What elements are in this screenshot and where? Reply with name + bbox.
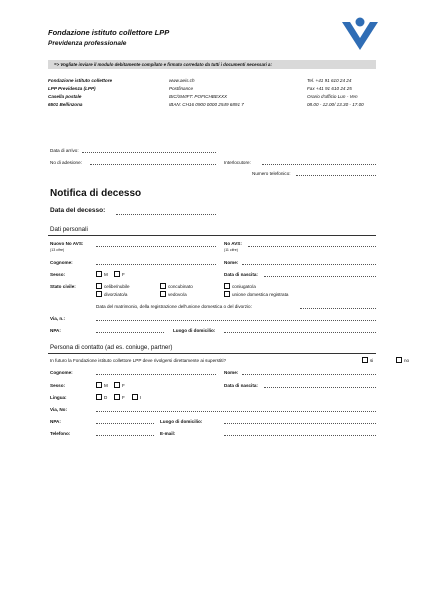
section-divider xyxy=(48,353,376,354)
interlocutor-field[interactable] xyxy=(262,164,376,165)
contact-sex-m-checkbox[interactable] xyxy=(96,382,102,388)
no-label: no xyxy=(404,358,410,363)
language-label: Lingua: xyxy=(50,395,67,400)
contact-place-field[interactable] xyxy=(224,423,376,424)
contact-name-field[interactable] xyxy=(242,374,376,375)
office-hours: 08.00 - 12.00/ 13.30 - 17.00 xyxy=(307,102,364,107)
contact-heading: Persona di contatto (ad es. coniuge, partner) xyxy=(50,344,173,351)
birth-date-field[interactable] xyxy=(264,276,376,277)
marriage-date-label: Data del matrimonio, della registrazione dell'unione domestica o del divorzio: xyxy=(96,304,252,309)
contact-phone-label: Telefono: xyxy=(50,431,71,436)
address-line: Fondazione istituto collettore xyxy=(48,78,113,83)
contact-surname-field[interactable] xyxy=(96,374,216,375)
contact-email-label: E-mail: xyxy=(160,431,176,436)
lang-f-checkbox[interactable] xyxy=(114,394,120,400)
status-married-checkbox[interactable] xyxy=(224,283,230,289)
status-cohabiting-checkbox[interactable] xyxy=(160,283,166,289)
lang-f-label: F xyxy=(122,395,125,400)
lang-d-checkbox[interactable] xyxy=(96,394,102,400)
status-married-label: coniugato/a xyxy=(232,284,256,289)
new-avs-field[interactable] xyxy=(96,246,216,247)
receipt-date-field[interactable] xyxy=(82,152,216,153)
phone: Tel. +41 91 610 24 24 xyxy=(307,78,352,83)
member-no-field[interactable] xyxy=(90,164,216,165)
lang-i-checkbox[interactable] xyxy=(132,394,138,400)
contact-birth-date-label: Data di nascita: xyxy=(224,383,258,388)
status-partnership-label: unione domestica registrata xyxy=(232,292,289,297)
contact-npa-label: NPA: xyxy=(50,419,61,424)
contact-sex-f-label: F xyxy=(122,383,125,388)
page-title: Notifica di decesso xyxy=(50,188,142,199)
birth-date-label: Data di nascita: xyxy=(224,272,258,277)
contact-surname-label: Cognome: xyxy=(50,370,73,375)
yes-checkbox[interactable] xyxy=(362,357,368,363)
surname-field[interactable] xyxy=(96,264,216,265)
npa-label: NPA: xyxy=(50,328,61,333)
civil-status-label: Stato civile: xyxy=(50,284,76,289)
address-line: LPP Previdenza (LPP) xyxy=(48,86,96,91)
no-avs-label: No AVS: xyxy=(224,241,242,246)
contact-birth-date-field[interactable] xyxy=(264,387,376,388)
logo xyxy=(340,16,380,52)
street-label: Via, n.: xyxy=(50,316,65,321)
section-divider xyxy=(48,235,376,236)
sex-m-checkbox[interactable] xyxy=(96,271,102,277)
marriage-date-field[interactable] xyxy=(300,308,376,309)
contact-sex-f-checkbox[interactable] xyxy=(114,382,120,388)
surname-label: Cognome: xyxy=(50,260,73,265)
contact-npa-field[interactable] xyxy=(96,423,154,424)
yes-label: si xyxy=(370,358,374,363)
no-avs-field[interactable] xyxy=(248,246,376,247)
status-divorced-label: divorziato/a xyxy=(104,292,128,297)
new-avs-label: Nuovo No AVS: xyxy=(50,241,84,246)
npa-field[interactable] xyxy=(96,332,164,333)
direct-contact-question: In futuro la Fondazione istituto collettore LPP deve rivolgersi direttamente ai superstiti? xyxy=(50,358,227,363)
place-label: Luogo di domicilio: xyxy=(173,328,216,333)
status-partnership-checkbox[interactable] xyxy=(224,291,230,297)
sex-label: Sesso: xyxy=(50,272,66,277)
website-link[interactable]: www.aeis.ch xyxy=(169,78,195,83)
place-field[interactable] xyxy=(224,332,376,333)
personal-heading: Dati personali xyxy=(50,226,88,233)
death-date-label: Data del decesso: xyxy=(50,207,106,214)
phone-no-field[interactable] xyxy=(296,175,376,176)
fax: Fax +41 91 610 24 25 xyxy=(307,86,352,91)
death-date-field[interactable] xyxy=(116,214,216,215)
status-single-checkbox[interactable] xyxy=(96,283,102,289)
contact-place-label: Luogo di domicilio: xyxy=(160,419,203,424)
instruction-text: => Vogliate inviare il modulo debitamente compilato e firmato corredato da tutti i documenti necessari a: xyxy=(54,61,272,67)
contact-name-label: Nome: xyxy=(224,370,239,375)
street-field[interactable] xyxy=(96,320,376,321)
sex-f-label: F xyxy=(122,272,125,277)
contact-street-label: Via, No: xyxy=(50,407,68,412)
phone-no-label: Numero telefonico: xyxy=(252,171,291,176)
status-widowed-checkbox[interactable] xyxy=(160,291,166,297)
org-subtitle: Previdenza professionale xyxy=(48,40,127,47)
address-line: 6501 Bellinzona xyxy=(48,102,83,107)
status-cohabiting-label: concubinato xyxy=(168,284,193,289)
contact-sex-label: Sesso: xyxy=(50,383,66,388)
sex-f-checkbox[interactable] xyxy=(114,271,120,277)
office-hours-label: Orario d'ufficio Lun - Ven xyxy=(307,94,358,99)
new-avs-hint: (13 cifre) xyxy=(50,248,65,252)
member-no-label: No di adesione: xyxy=(50,160,82,165)
address-line: Casella postale xyxy=(48,94,82,99)
iban: IBAN: CH16 0900 0000 2549 6891 7 xyxy=(169,102,244,107)
status-divorced-checkbox[interactable] xyxy=(96,291,102,297)
interlocutor-label: Interlocutore: xyxy=(224,160,251,165)
contact-email-field[interactable] xyxy=(224,435,376,436)
no-checkbox[interactable] xyxy=(396,357,402,363)
name-label: Nome: xyxy=(224,260,239,265)
org-title: Fondazione istituto collettore LPP xyxy=(48,28,170,37)
name-field[interactable] xyxy=(242,264,376,265)
contact-sex-m-label: M xyxy=(104,383,108,388)
lang-d-label: D xyxy=(104,395,108,400)
no-avs-hint: (11 cifre) xyxy=(224,248,238,252)
status-single-label: celibe/nubile xyxy=(104,284,130,289)
status-widowed-label: vedovo/a xyxy=(168,292,187,297)
lang-i-label: I xyxy=(140,395,142,400)
sex-m-label: M xyxy=(104,272,108,277)
bic-swift: BIC/SWIFT: POFICHBEXXX xyxy=(169,94,228,99)
bank-name: Postfinance xyxy=(169,86,194,91)
receipt-date-label: Data di arrivo: xyxy=(50,148,79,153)
contact-phone-field[interactable] xyxy=(96,435,154,436)
contact-street-field[interactable] xyxy=(96,411,376,412)
